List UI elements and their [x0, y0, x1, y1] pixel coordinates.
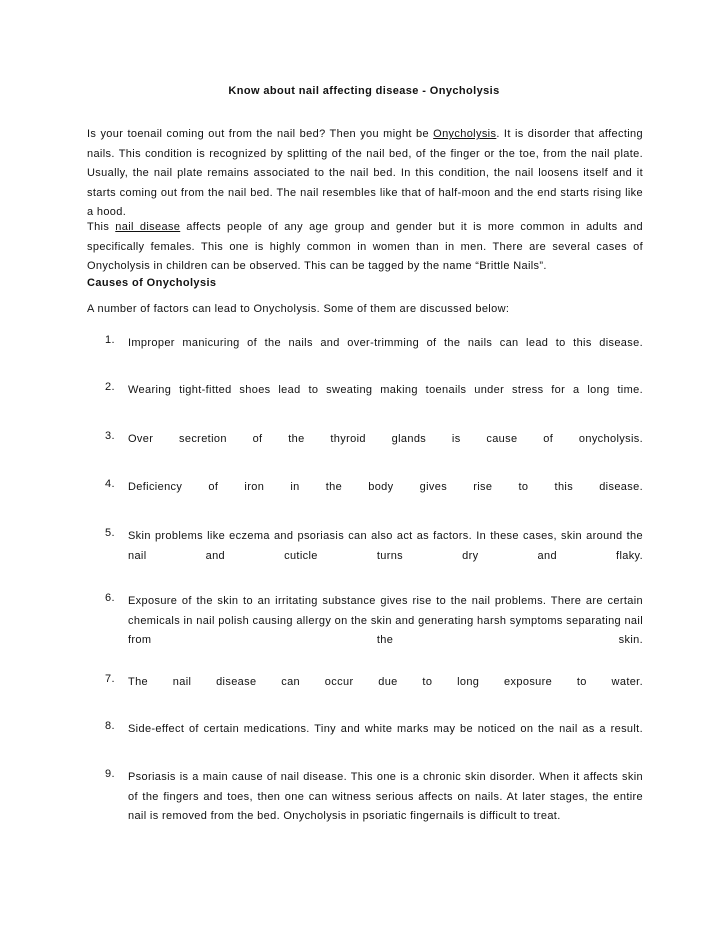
list-item-number: 5.	[105, 527, 115, 539]
list-item	[105, 334, 643, 354]
list-item-text: Over secretion of the thyroid glands is cause of onycholysis.	[128, 433, 643, 445]
list-item-text: Improper manicuring of the nails and over-trimming of the nails can lead to this disease.	[128, 337, 643, 349]
list-item	[105, 381, 643, 401]
list-item-number: 4.	[105, 478, 115, 490]
list-item-number: 1.	[105, 334, 115, 346]
list-item-text: Exposure of the skin to an irritating substance gives rise to the nail problems. There are certain chemicals in nail polish causing allergy on the skin and generating harsh symptoms separating nail from the skin.	[128, 595, 643, 646]
list-item	[105, 527, 643, 566]
list-item-number: 2.	[105, 381, 115, 393]
page-title: Know about nail affecting disease - Onycholysis	[228, 85, 500, 97]
list-item-text: Psoriasis is a main cause of nail disease. This one is a chronic skin disorder. When it affects skin of the fingers and toes, then one can witness serious affects on nails. At later stages, the entire nail is removed from the bed. Onycholysis in psoriatic fingernails is difficult to treat.	[128, 771, 643, 822]
list-item-text: Deficiency of iron in the body gives rise to this disease.	[128, 481, 643, 493]
second-paragraph	[87, 218, 643, 277]
nail-disease-link[interactable]: nail disease	[115, 221, 181, 233]
para1-text-after: . It is disorder that affecting nails. This condition is recognized by splitting of the nail bed, of the finger or the toe, from the nail plate. Usually, the nail plate remains associated to the nail bed. In this condition, the nail loosens itself and it starts coming out from the nail bed. The nail resembles like that of half-moon and the end starts rising like a hood.	[87, 128, 643, 218]
list-item-number: 3.	[105, 430, 115, 442]
list-item-text: Side-effect of certain medications. Tiny and white marks may be noticed on the nail as a result.	[128, 723, 643, 735]
para2-text-after: affects people of any age group and gender but it is more common in adults and specifically females. This one is highly common in women than in men. There are several cases of Onycholysis in children can be observed. This can be tagged by the name “Brittle Nails”.	[87, 221, 643, 272]
list-item	[105, 430, 643, 450]
intro-paragraph	[87, 125, 643, 223]
list-item	[105, 768, 643, 827]
list-item-number: 8.	[105, 720, 115, 732]
list-item-number: 7.	[105, 673, 115, 685]
causes-intro: A number of factors can lead to Onycholysis. Some of them are discussed below:	[87, 303, 510, 315]
list-item-number: 6.	[105, 592, 115, 604]
causes-heading: Causes of Onycholysis	[87, 277, 217, 289]
onycholysis-link[interactable]: Onycholysis	[433, 128, 497, 140]
list-item-text: Skin problems like eczema and psoriasis can also act as factors. In these cases, skin around the nail and cuticle turns dry and flaky.	[128, 530, 643, 562]
list-item-number: 9.	[105, 768, 115, 780]
para2-text-before: This	[87, 221, 116, 233]
list-item	[105, 673, 643, 693]
list-item	[105, 592, 643, 651]
para1-text-before: Is your toenail coming out from the nail bed? Then you might be	[87, 128, 434, 140]
list-item	[105, 478, 643, 498]
list-item-text: The nail disease can occur due to long exposure to water.	[128, 676, 643, 688]
list-item	[105, 720, 643, 740]
list-item-text: Wearing tight-fitted shoes lead to sweating making toenails under stress for a long time.	[128, 384, 643, 396]
